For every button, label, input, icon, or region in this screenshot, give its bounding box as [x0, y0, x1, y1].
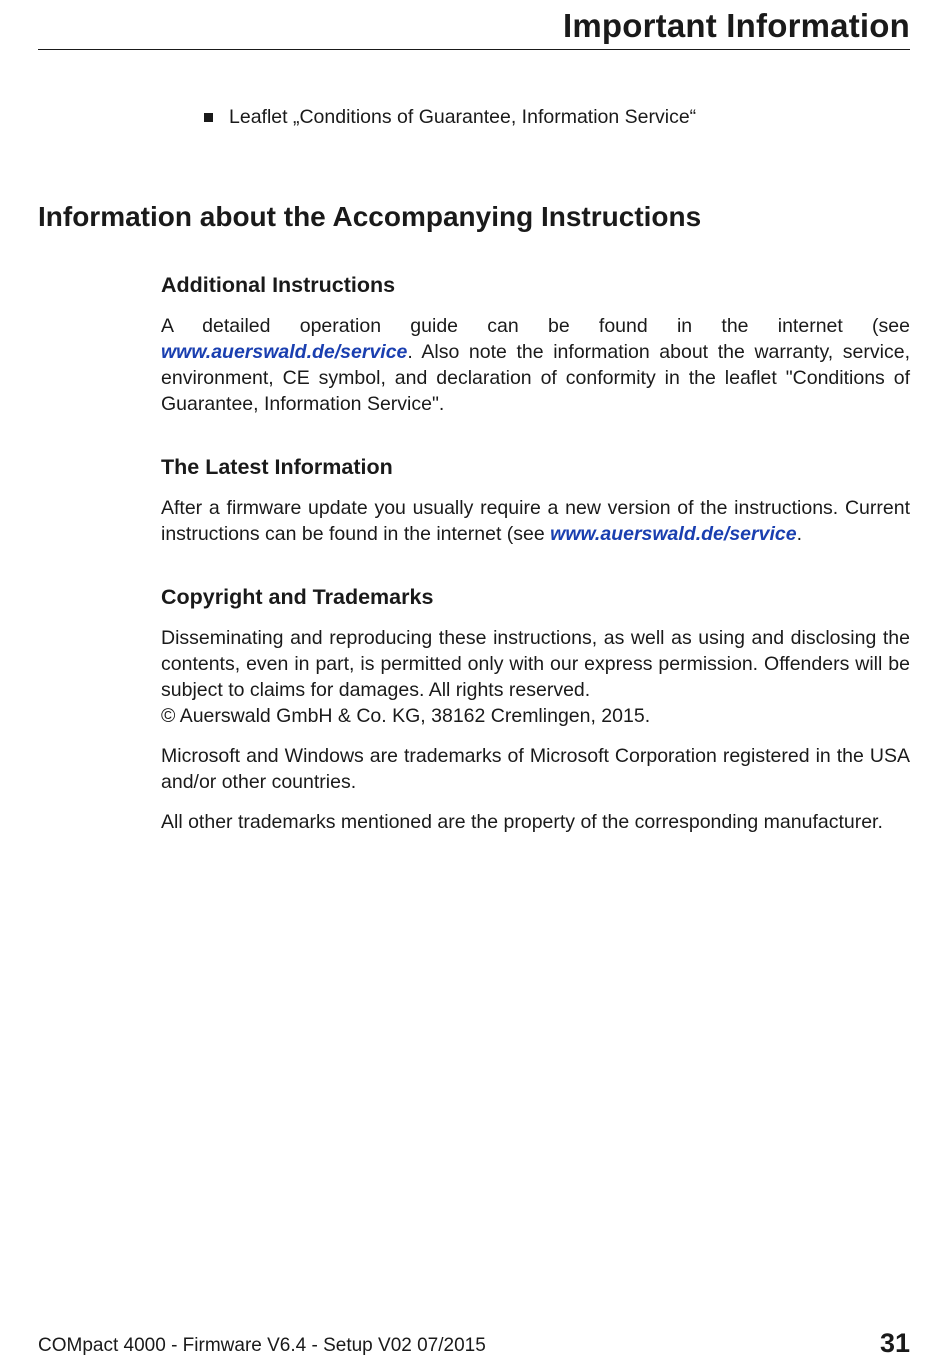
page-header-title: Important Information [562, 7, 910, 44]
additional-instructions-heading: Additional Instructions [161, 273, 396, 297]
bullet-item [204, 104, 696, 130]
copyright-line: © Auerswald GmbH & Co. KG, 38162 Cremlingen, 2015. [161, 705, 651, 727]
main-content [161, 271, 910, 835]
footer-document-info: COMpact 4000 - Firmware V6.4 - Setup V02 07/2015 [38, 1335, 486, 1356]
other-trademarks-paragraph: All other trademarks mentioned are the property of the corresponding manufacturer. [161, 811, 883, 833]
service-link-2[interactable]: www.auerswald.de/service [550, 523, 797, 545]
section-title: Information about the Accompanying Instructions [38, 201, 702, 232]
additional-instructions-text-start: A detailed operation guide can be found in the internet (see [161, 315, 910, 337]
service-link[interactable]: www.auerswald.de/service [161, 341, 408, 363]
bullet-text: Leaflet „Conditions of Guarantee, Information Service“ [229, 106, 697, 128]
page-number: 31 [879, 1328, 910, 1358]
copyright-heading: Copyright and Trademarks [161, 585, 434, 609]
copyright-text: Disseminating and reproducing these instructions, as well as using and disclosing the contents, even in part, is permitted only with our express permission. Offenders will be subject to claims for damages. All rights reserved. [161, 627, 910, 701]
bullet-square-icon [204, 113, 213, 122]
additional-instructions-paragraph [161, 313, 910, 417]
copyright-paragraph [161, 625, 910, 729]
microsoft-trademark-paragraph: Microsoft and Windows are trademarks of Microsoft Corporation registered in the USA and/or other countries. [161, 745, 910, 793]
latest-information-heading: The Latest Information [161, 455, 393, 479]
latest-information-paragraph [161, 495, 910, 547]
latest-information-text-start: After a firmware update you usually require a new version of the instructions. Current instructions can be found in the internet (see [161, 497, 910, 545]
header-divider [38, 49, 910, 50]
additional-instructions-text-end: . Also note the information about the warranty, service, environment, CE symbol, and declaration of conformity in the leaflet "Conditions of Guarantee, Information Service". [161, 341, 910, 415]
latest-information-text-end: . [796, 523, 802, 545]
